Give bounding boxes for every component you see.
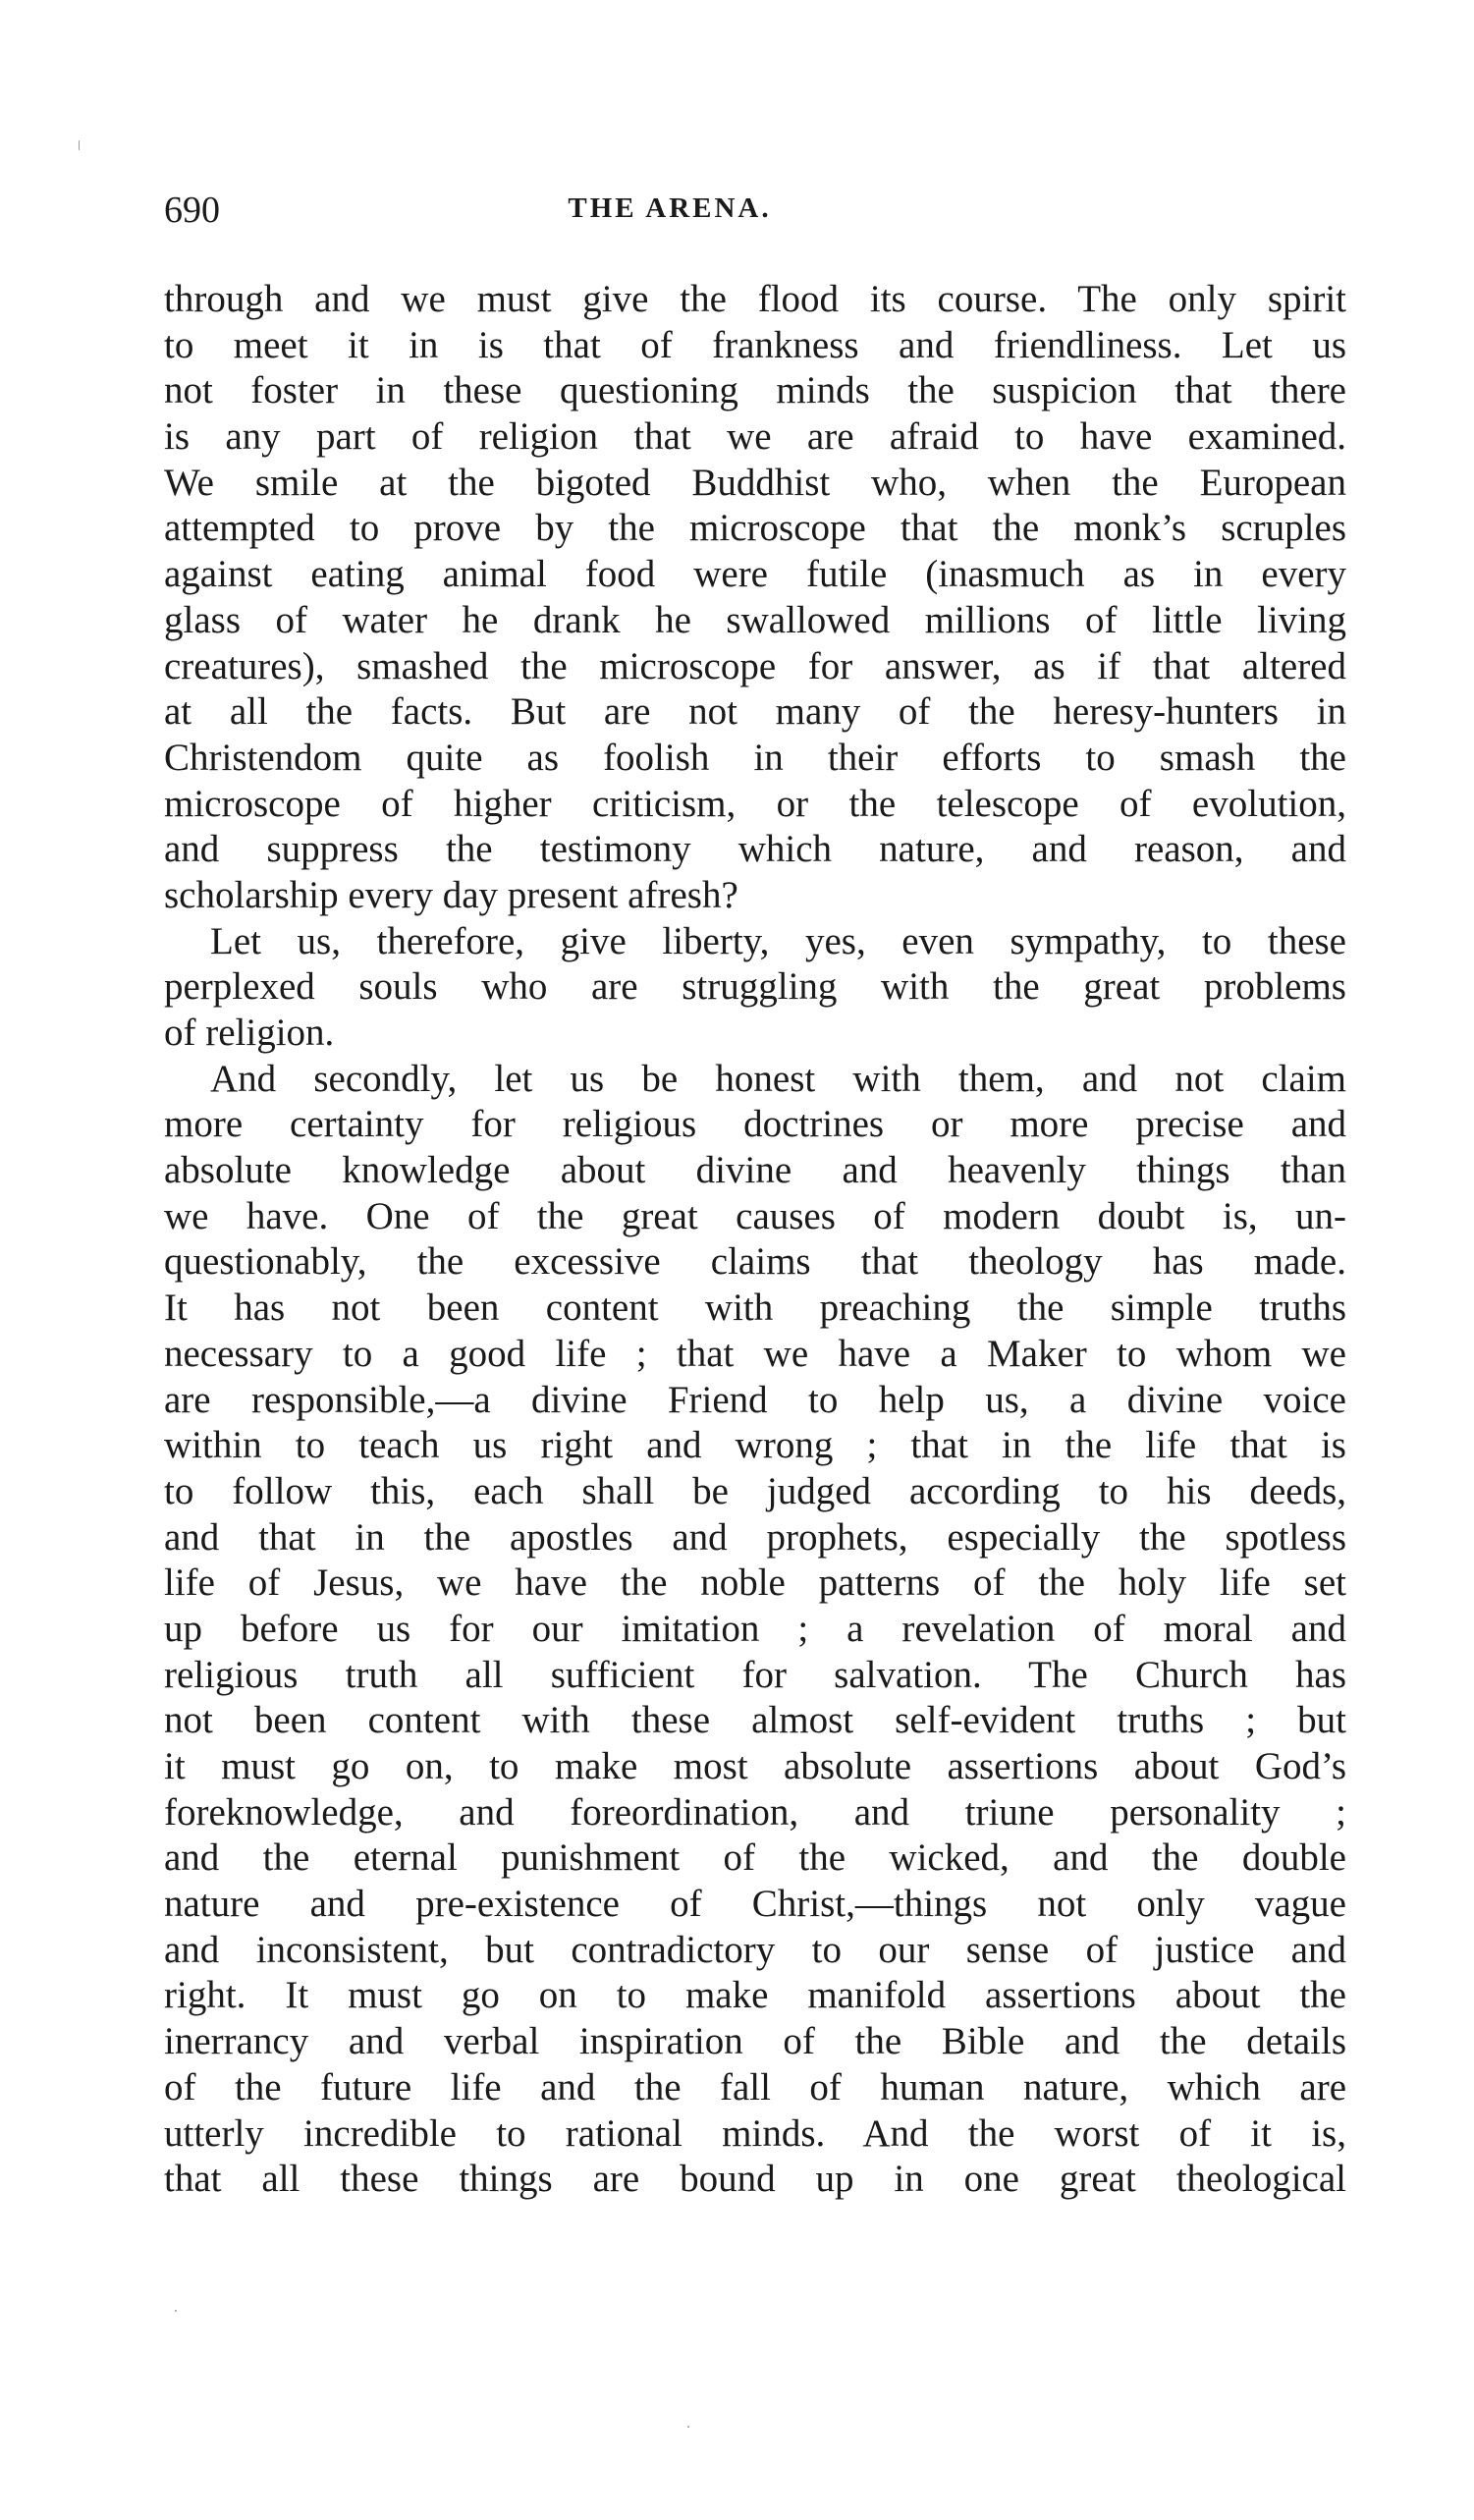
text-line: Christendom quite as foolish in their efforts to smash the [164, 736, 1346, 779]
text-line: we have. One of the great causes of modern doubt is, un- [164, 1194, 1346, 1237]
text-line: and the eternal punishment of the wicked, and the double [164, 1836, 1346, 1880]
text-line: to meet it in is that of frankness and friendliness. Let us [164, 323, 1346, 366]
text-line: Let us, therefore, give liberty, yes, even sympathy, to these [210, 919, 1346, 962]
text-line: creatures), smashed the microscope for answer, as if that altered [164, 644, 1346, 687]
text-line: questionably, the excessive claims that theology has made. [164, 1240, 1346, 1284]
text-line: utterly incredible to rational minds. And the worst of it is, [164, 2111, 1346, 2155]
text-line: attempted to prove by the microscope that the monk’s scruples [164, 507, 1346, 550]
text-line: and inconsistent, but contradictory to our sense of justice and [164, 1928, 1346, 1971]
text-line: And secondly, let us be honest with them, and not claim [210, 1057, 1346, 1100]
text-line: of the future life and the fall of human nature, which are [164, 2065, 1346, 2109]
scan-speck [175, 2310, 177, 2312]
scan-speck [687, 2426, 689, 2428]
page-header [164, 189, 1346, 238]
text-line: and that in the apostles and prophets, especially the spotless [164, 1515, 1346, 1559]
scan-mark [79, 140, 80, 150]
text-line: within to teach us right and wrong ; that in the life that is [164, 1424, 1346, 1467]
paragraph [164, 919, 1346, 1057]
text-line: absolute knowledge about divine and heavenly things than [164, 1149, 1346, 1192]
text-line: it must go on, to make most absolute assertions about God’s [164, 1745, 1346, 1787]
text-line: glass of water he drank he swallowed millions of little living [164, 598, 1346, 641]
text-line: microscope of higher criticism, or the telescope of evolution, [164, 782, 1346, 825]
text-line: inerrancy and verbal inspiration of the Bible and the details [164, 2020, 1346, 2063]
text-line: more certainty for religious doctrines or more precise and [164, 1103, 1346, 1146]
text-line: religious truth all sufficient for salvation. The Church has [164, 1653, 1346, 1696]
text-line: up before us for our imitation ; a revelation of moral and [164, 1607, 1346, 1650]
page-number: 690 [164, 190, 220, 231]
text-line: is any part of religion that we are afraid to have examined. [164, 415, 1346, 459]
text-line: scholarship every day present afresh? [164, 873, 738, 916]
text-line: to follow this, each shall be judged according to his deeds, [164, 1469, 1346, 1512]
paragraph [164, 277, 1346, 919]
paragraph [164, 1057, 1346, 2203]
text-line: are responsible,—a divine Friend to help us, a divine voice [164, 1378, 1346, 1421]
text-line: necessary to a good life ; that we have a Maker to whom we [164, 1332, 1346, 1375]
text-line: nature and pre-existence of Christ,—things not only vague [164, 1883, 1346, 1926]
body-text [164, 277, 1346, 2203]
text-line: of religion. [164, 1012, 335, 1054]
text-line: perplexed souls who are struggling with the great problems [164, 965, 1346, 1009]
text-line: against eating animal food were futile (inasmuch as in every [164, 553, 1346, 596]
text-line: and suppress the testimony which nature, and reason, and [164, 828, 1346, 871]
text-line: not been content with these almost self-evident truths ; but [164, 1699, 1346, 1742]
text-line: It has not been content with preaching the simple truths [164, 1287, 1346, 1330]
running-title: THE ARENA. [568, 192, 772, 224]
text-line: not foster in these questioning minds the suspicion that there [164, 369, 1346, 412]
text-line: foreknowledge, and foreordination, and triune personality ; [164, 1790, 1346, 1834]
text-line: at all the facts. But are not many of the heresy-hunters in [164, 690, 1346, 734]
text-line: through and we must give the flood its course. The only spirit [164, 278, 1346, 320]
text-line: We smile at the bigoted Buddhist who, when the European [164, 461, 1346, 504]
text-line: life of Jesus, we have the noble patterns of the holy life set [164, 1561, 1346, 1605]
text-line: right. It must go on to make manifold assertions about the [164, 1974, 1346, 2017]
text-line: that all these things are bound up in one great theological [164, 2158, 1346, 2201]
